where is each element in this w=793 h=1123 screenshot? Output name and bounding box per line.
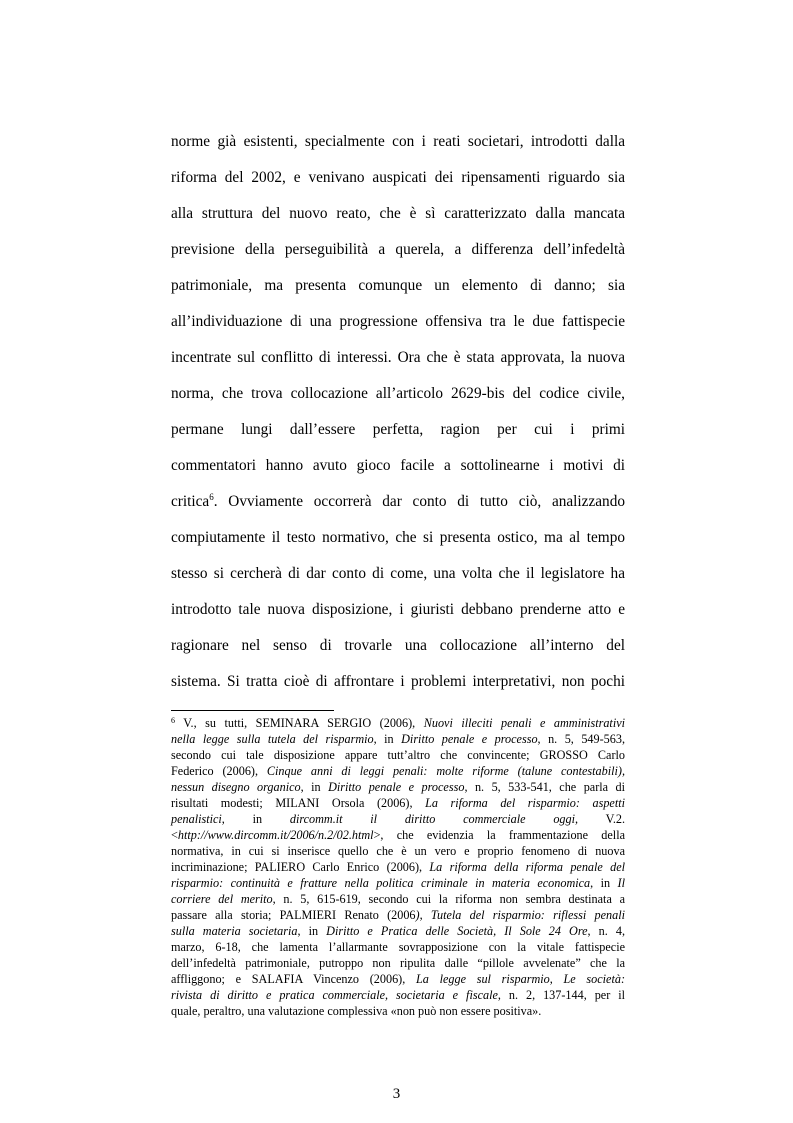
- footnote-reference[interactable]: 6: [209, 492, 214, 502]
- body-line: all’individuazione di una progressione offensiva tra le due fattispecie: [171, 313, 625, 330]
- body-line: riforma del 2002, e venivano auspicati dei ripensamenti riguardo sia: [171, 169, 625, 186]
- journal-name: Diritto penale e processo: [401, 732, 538, 746]
- citation-url-link[interactable]: http://www.dircomm.it/2006/n.2/02.html: [177, 828, 374, 842]
- body-line: norme già esistenti, specialmente con i reati societari, introdotti dalla: [171, 133, 625, 150]
- footnote-line: [171, 716, 625, 732]
- footnote-line: [171, 764, 625, 779]
- footnote-line: [171, 812, 625, 827]
- footnote-line: [171, 892, 625, 907]
- footnote-line: [171, 876, 625, 891]
- citation-title: nessun disegno organico: [171, 780, 301, 794]
- body-line: ragionare nel senso di trovarle una collocazione all’interno del: [171, 637, 625, 654]
- footnote-line: normativa, in cui si inserisce quello che è un vero e proprio fenomeno di nuova: [171, 844, 625, 858]
- body-line: commentatori hanno avuto gioco facile a sottolinearne i motivi di: [171, 457, 625, 474]
- text-span: critica: [171, 493, 210, 510]
- text-span: ,: [549, 972, 564, 986]
- text-span: >, che evidenzia la frammentazione della: [373, 828, 625, 842]
- text-span: passare alla storia; PALMIERI Renato (2006: [171, 908, 416, 922]
- footnote-line: [171, 732, 625, 747]
- body-line: permane lungi dall’essere perfetta, ragion per cui i primi: [171, 421, 625, 438]
- citation-title: nella legge sulla tutela del risparmio: [171, 732, 374, 746]
- body-line: introdotto tale nuova disposizione, i giuristi debbano prenderne atto e: [171, 601, 625, 618]
- text-span: risultati modesti; MILANI Orsola (2006),: [171, 796, 426, 810]
- journal-name: Diritto penale e processo: [328, 780, 465, 794]
- text-span: Federico (2006),: [171, 764, 267, 778]
- body-line: patrimoniale, ma presenta comunque un elemento di danno; sia: [171, 277, 625, 294]
- journal-name: corriere del merito: [171, 892, 273, 906]
- citation-title: Nuovi illeciti penali e amministrativi: [423, 716, 625, 730]
- footnote-line: [171, 972, 625, 987]
- body-line: previsione della perseguibilità a querela, a differenza dell’infedeltà: [171, 241, 625, 258]
- text-span: , in: [590, 876, 618, 890]
- text-span: . Ovviamente occorrerà dar conto di tutto ciò, analizzando: [213, 493, 625, 510]
- body-line: stesso si cercherà di dar conto di come, una volta che il legislatore ha: [171, 565, 625, 582]
- footnote-line: [171, 924, 625, 939]
- citation-title: risparmio: continuità e fratture nella politica criminale in materia economica: [171, 876, 591, 890]
- citation-title: La riforma della riforma penale del: [429, 860, 625, 874]
- text-span: , n. 5, 549-563,: [537, 732, 625, 746]
- text-span: V.2.: [578, 812, 626, 826]
- footnote-line: dell’infedeltà patrimoniale, putroppo non ripulita dalle “pillole avvelenate” che la: [171, 956, 625, 970]
- text-span: , n. 2, 137-144, per il: [497, 988, 625, 1002]
- footnote-line: [171, 860, 625, 875]
- citation-title: La riforma del risparmio: aspetti: [425, 796, 625, 810]
- text-span: incriminazione; PALIERO Carlo Enrico (2006),: [171, 860, 430, 874]
- footnote-separator: [171, 710, 334, 711]
- text-span: affliggono; e SALAFIA Vincenzo (2006),: [171, 972, 417, 986]
- text-span: , n. 5, 615-619, secondo cui la riforma non sembra destinata a: [272, 892, 625, 906]
- citation-title: sulla materia societaria: [171, 924, 298, 938]
- footnote-line: quale, peraltro, una valutazione complessiva «non può non essere positiva».: [171, 1004, 542, 1018]
- footnote-line: [171, 988, 625, 1003]
- body-line: alla struttura del nuovo reato, che è sì caratterizzato dalla mancata: [171, 205, 625, 222]
- journal-name: Il: [617, 876, 625, 890]
- text-span: <: [171, 828, 178, 842]
- footnote-line: [171, 828, 625, 843]
- body-line-with-footnote-ref: [171, 492, 625, 513]
- footnote-line: marzo, 6-18, che lamenta l’allarmante sovrapposizione con la vitale fattispecie: [171, 940, 625, 954]
- text-span: , in: [373, 732, 402, 746]
- text-span: , in: [297, 924, 327, 938]
- footnote-number: 6: [171, 716, 175, 725]
- journal-name: Diritto e Pratica delle Società, Il Sole 24 Ore: [326, 924, 588, 938]
- text-span: , in: [300, 780, 329, 794]
- citation-title: ), Tutela del risparmio: riflessi penali: [415, 908, 625, 922]
- body-line: sistema. Si tratta cioè di affrontare i problemi interpretativi, non pochi: [171, 673, 625, 690]
- text-span: , n. 4,: [587, 924, 626, 938]
- footnote-line: [171, 908, 625, 923]
- footnote-line: [171, 780, 625, 795]
- citation-title: Cinque anni di leggi penali: molte riforme (talune contestabili),: [266, 764, 625, 778]
- text-span: , in: [221, 812, 290, 826]
- citation-title: penalistici: [171, 812, 222, 826]
- footnote-line: [171, 796, 625, 811]
- page-number: 3: [392, 1086, 401, 1102]
- footnote-line: secondo cui tale disposizione appare tutt’altro che convincente; GROSSO Carlo: [171, 748, 625, 762]
- body-line: norma, che trova collocazione all’articolo 2629-bis del codice civile,: [171, 385, 625, 402]
- citation-title: La legge sul risparmio: [416, 972, 550, 986]
- body-line: incentrate sul conflitto di interessi. Ora che è stata approvata, la nuova: [171, 349, 625, 366]
- journal-name: rivista di diritto e pratica commerciale, societaria e fiscale: [171, 988, 498, 1002]
- journal-name: Le società:: [563, 972, 626, 986]
- body-line: compiutamente il testo normativo, che si presenta ostico, ma al tempo: [171, 529, 625, 546]
- text-span: , n. 5, 533-541, che parla di: [464, 780, 625, 794]
- text-span: V., su tutti, SEMINARA SERGIO (2006),: [175, 716, 424, 730]
- journal-name: dircomm.it il diritto commerciale oggi,: [289, 812, 579, 826]
